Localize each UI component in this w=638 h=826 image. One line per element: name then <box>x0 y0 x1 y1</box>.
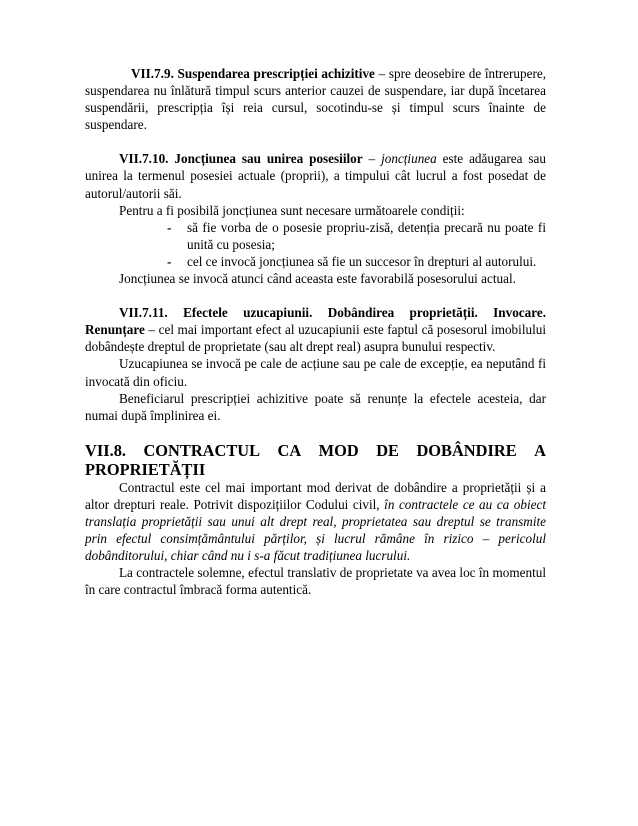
list-item: - să fie vorba de o posesie propriu-zisă, detenția precară nu poate fi unită cu posesia; <box>167 219 546 252</box>
conditions-intro: Pentru a fi posibilă joncțiunea sunt necesare următoarele condiții: <box>119 202 465 218</box>
quoted-code-text: în contractele ce au ca obiect translația proprietății sau unui alt drept real, proprietatea sau dreptul se transmite prin efectul consimțământului părților, și lucrul rămâne în rizico – pericolul dobânditorului, chiar când nu i s-a făcut tradițiunea lucrului. <box>85 496 546 564</box>
paragraph-contractul: Contractul este cel mai important mod derivat de dobândire a proprietății și a altor drepturi reale. Potrivit dispozițiilor Codului civil, în contractele ce au ca obiect translația proprietății sau unui alt drept real, proprietatea sau dreptul se transmite prin efectul consimțământului părților, și lucrul rămâne în rizico – pericolul dobânditorului, chiar când nu i s-a făcut tradițiunea lucrului. <box>85 479 546 564</box>
list-item: - cel ce invocă joncțiunea să fie un succesor în drepturi al autorului. <box>167 253 537 269</box>
paragraph-text: este adăugarea sau unirea la termenul posesiei actuale (proprii), a timpului cât lucrul a fost posedat de autorul/autorii săi. <box>85 151 547 201</box>
paragraph-invocare: Uzucapiunea se invocă pe cale de acțiune sau pe cale de excepție, ea neputând fi invocată din oficiu. <box>85 356 546 389</box>
document-page <box>85 65 546 598</box>
paragraph-text: – cel mai important efect al uzucapiunii este faptul că posesorul imobilului dobândește dreptul de proprietate (sau alt drept real) asupra bunului respectiv. <box>85 322 546 355</box>
paragraph-jonctiunea: VII.7.10. Joncțiunea sau unirea posesiilor – joncțiunea este adăugarea sau unirea la termenul posesiei actuale (proprii), a timpului cât lucrul a fost posedat de autorul/autorii săi. <box>85 151 547 201</box>
section-title-jonctiunea: VII.7.10. Joncțiunea sau unirea posesiilor <box>119 151 363 167</box>
paragraph-suspendarea <box>85 65 546 133</box>
paragraph-text: – spre deosebire de întrerupere, suspendarea nu înlătură timpul scurs anterior cauzei de suspendare, iar după încetarea suspendării, prescripția își reia cursul, socotindu-se și timpul scurs înainte de suspendare. <box>85 66 546 133</box>
conditions-list <box>85 219 546 270</box>
paragraph-contracte-solemne: La contractele solemne, efectul translativ de proprietate va avea loc în momentul în care contractul îmbracă forma autentică. <box>85 565 546 598</box>
paragraph-jonctiunea-closing: Joncțiunea se invocă atunci când aceasta este favorabilă posesorului actual. <box>119 271 516 287</box>
section-title-suspendarea: VII.7.9. Suspendarea prescripției achizitive <box>131 66 375 81</box>
term-jonctiunea: joncțiunea <box>381 151 437 167</box>
section-title-efectele: VII.7.11. Efectele uzucapiunii. Dobândirea proprietății. Invocare. Renunțare <box>85 305 546 338</box>
section-heading-contractul: VII.8. CONTRACTUL CA MOD DE DOBÂNDIRE A PROPRIETĂȚII <box>85 440 546 479</box>
paragraph-renuntare: Beneficiarul prescripției achizitive poate să renunțe la efectele acesteia, dar numai după împlinirea ei. <box>85 390 546 423</box>
paragraph-efectele <box>85 304 546 355</box>
